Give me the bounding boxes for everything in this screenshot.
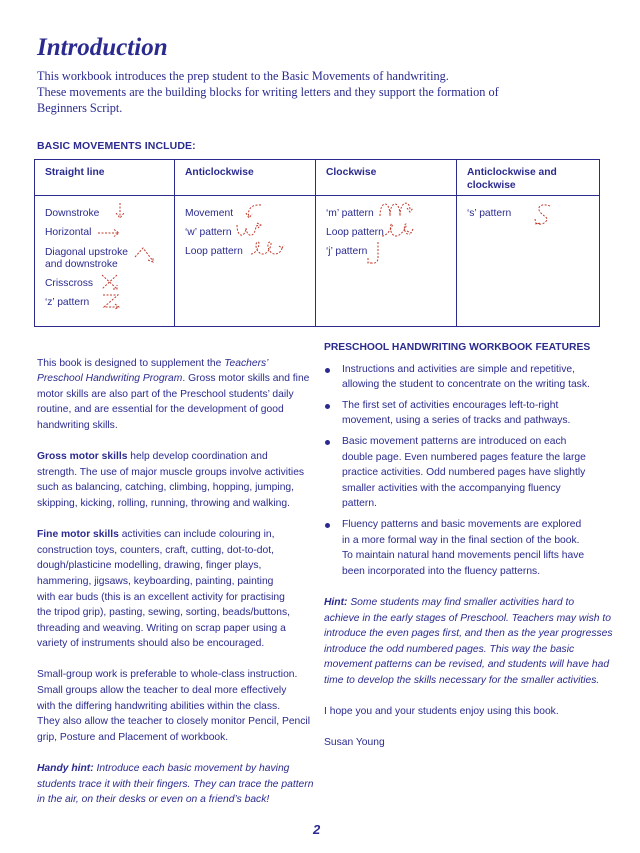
text: threading and weaving. Writing on scrap paper using a <box>37 622 286 634</box>
text: Preschool Handwriting Program <box>37 373 183 385</box>
text: been incorporated into the fluency patterns. <box>342 565 541 577</box>
crisscross-arrow-icon <box>99 272 121 292</box>
intro-line: These movements are the building blocks for writing letters and they support the formation of <box>37 85 499 100</box>
cell-straight-line <box>35 196 175 327</box>
text: construction toys, counters, craft, cutting, dot-to-dot, <box>37 544 274 556</box>
movement-label: ‘w’ pattern <box>185 227 232 238</box>
text: Instructions and activities are simple and repetitive, <box>342 363 575 375</box>
right-column <box>324 340 613 766</box>
movement-label: Movement <box>185 208 234 219</box>
col-header-anticlockwise: Anticlockwise <box>175 160 316 196</box>
text: with ear buds (this is an excellent activity for practising <box>37 591 285 603</box>
text: in the air, on their desks or even on a friend’s back! <box>37 794 270 806</box>
text: Hint: <box>324 596 348 608</box>
basic-movements-table <box>34 159 600 327</box>
text: time to develop the skills necessary for the smaller activities. <box>324 674 600 686</box>
text: skipping, kicking, rolling, running, throwing and walking. <box>37 497 290 509</box>
text: introduce the odd numbered pages. This way the basic <box>324 643 575 655</box>
text: handwriting skills. <box>37 419 118 431</box>
text: practice activities. Odd numbered pages have slightly <box>342 467 586 479</box>
text: movement patterns can be revised, and students will have had <box>324 659 610 671</box>
text: routine, and are essential for the development of good <box>37 404 284 416</box>
text: with the differing handwriting abilities within the class. <box>37 700 281 712</box>
text: Basic movement patterns are introduced on each <box>342 435 567 447</box>
movement-label: Horizontal <box>45 227 92 238</box>
text: variety of instruments should also be encouraged. <box>37 638 265 650</box>
text: students trace it with their fingers. They can trace the pattern <box>37 778 314 790</box>
text: This book is designed to supplement the <box>37 357 225 369</box>
cell-anticlockwise <box>175 196 316 327</box>
movement-label: ‘z’ pattern <box>45 297 90 308</box>
text: motor skills are also part of the Preschool students’ daily <box>37 388 294 400</box>
text: They also allow the teacher to closely monitor Pencil, Pencil <box>37 716 310 728</box>
movement-label: ‘j’ pattern <box>326 246 368 257</box>
text: Teachers’ <box>224 357 269 369</box>
text: activities can include colouring in, <box>118 529 275 541</box>
s-pattern-icon <box>533 202 555 226</box>
features-heading: PRESCHOOL HANDWRITING WORKBOOK FEATURES <box>324 342 591 353</box>
col-header-both: Anticlockwise and clockwise <box>457 160 600 196</box>
text: smaller activities with the accompanying fluency <box>342 482 561 494</box>
list-item <box>324 434 604 512</box>
text: Small groups allow the teacher to deal more effectively <box>37 685 287 697</box>
text: movement, using a series of tracks and pathways. <box>342 415 571 427</box>
left-column <box>37 340 312 823</box>
text: To maintain natural hand movements pencil lifts have <box>342 550 585 562</box>
text: Handy hint: <box>37 763 94 775</box>
intro-line: This workbook introduces the prep student to the Basic Movements of handwriting. <box>37 69 449 83</box>
text: Some students may find smaller activities hard to <box>347 596 575 608</box>
section-heading: BASIC MOVEMENTS INCLUDE: <box>37 140 196 152</box>
page-title: Introduction <box>37 34 168 61</box>
text: grip, Posture and Placement of workbook. <box>37 731 229 743</box>
loop-pattern-icon <box>249 240 285 258</box>
downstroke-arrow-icon <box>113 202 127 220</box>
text: introduce the even pages first, and then as the year progresses <box>324 628 613 640</box>
text: in a more formal way in the final section of the book. <box>342 534 580 546</box>
text: hammering, jigsaws, keyboarding, painting, painting <box>37 575 274 587</box>
text: Small-group work is preferable to whole-class instruction. <box>37 669 298 681</box>
movement-label: ‘m’ pattern <box>326 208 374 219</box>
m-pattern-icon <box>378 198 418 220</box>
text: double page. Even numbered pages feature the large <box>342 451 586 463</box>
movement-label: Downstroke <box>45 208 100 219</box>
text: the tripod grip), pasting, sewing, sorting, beads/buttons, <box>37 607 290 619</box>
author-name <box>324 735 604 751</box>
anticlockwise-movement-icon <box>243 202 265 220</box>
text: pattern. <box>342 498 377 510</box>
movement-label: ‘s’ pattern <box>467 208 512 219</box>
text: Susan Young <box>324 737 385 749</box>
text: such as balancing, catching, climbing, hopping, jumping, <box>37 482 295 494</box>
list-item <box>324 517 604 579</box>
text: Gross motor skills <box>37 451 128 463</box>
list-item <box>324 362 604 393</box>
intro-paragraph <box>37 68 597 117</box>
page-number: 2 <box>313 822 321 837</box>
w-pattern-icon <box>235 222 265 240</box>
list-item <box>324 398 604 429</box>
text: help develop coordination and <box>127 451 268 463</box>
features-list <box>324 362 604 580</box>
text: achieve in the early stages of Preschool. Teachers may wish to <box>324 612 611 624</box>
text: Fine motor skills <box>37 529 119 541</box>
closing-line <box>324 704 604 720</box>
cell-anticlockwise-and-clockwise <box>457 196 600 327</box>
diagonal-arrow-icon <box>133 245 157 267</box>
movement-label: Loop pattern <box>185 246 243 257</box>
intro-line: Beginners Script. <box>37 101 123 116</box>
col-header-straight-line: Straight line <box>35 160 175 196</box>
clockwise-loop-icon <box>380 222 416 240</box>
j-pattern-icon <box>364 240 384 268</box>
movement-label: Crisscross <box>45 278 94 289</box>
horizontal-arrow-icon <box>97 228 121 238</box>
z-pattern-icon <box>101 292 121 310</box>
movement-label: Loop pattern <box>326 227 384 238</box>
text: dough/plasticine modelling, drawing, finger plays, <box>37 560 262 572</box>
text: . Gross motor skills and fine <box>182 373 310 385</box>
movement-label: Diagonal upstroke <box>45 247 128 258</box>
movement-label: and downstroke <box>45 259 118 270</box>
cell-clockwise <box>316 196 457 327</box>
text: I hope you and your students enjoy using this book. <box>324 706 559 718</box>
text: strength. The use of major muscle groups involve activities <box>37 466 305 478</box>
text: Fluency patterns and basic movements are explored <box>342 518 582 530</box>
text: Introduce each basic movement by having <box>93 763 290 775</box>
text: The first set of activities encourages left-to-right <box>342 399 559 411</box>
text: allowing the student to concentrate on the writing task. <box>342 379 590 391</box>
col-header-clockwise: Clockwise <box>316 160 457 196</box>
